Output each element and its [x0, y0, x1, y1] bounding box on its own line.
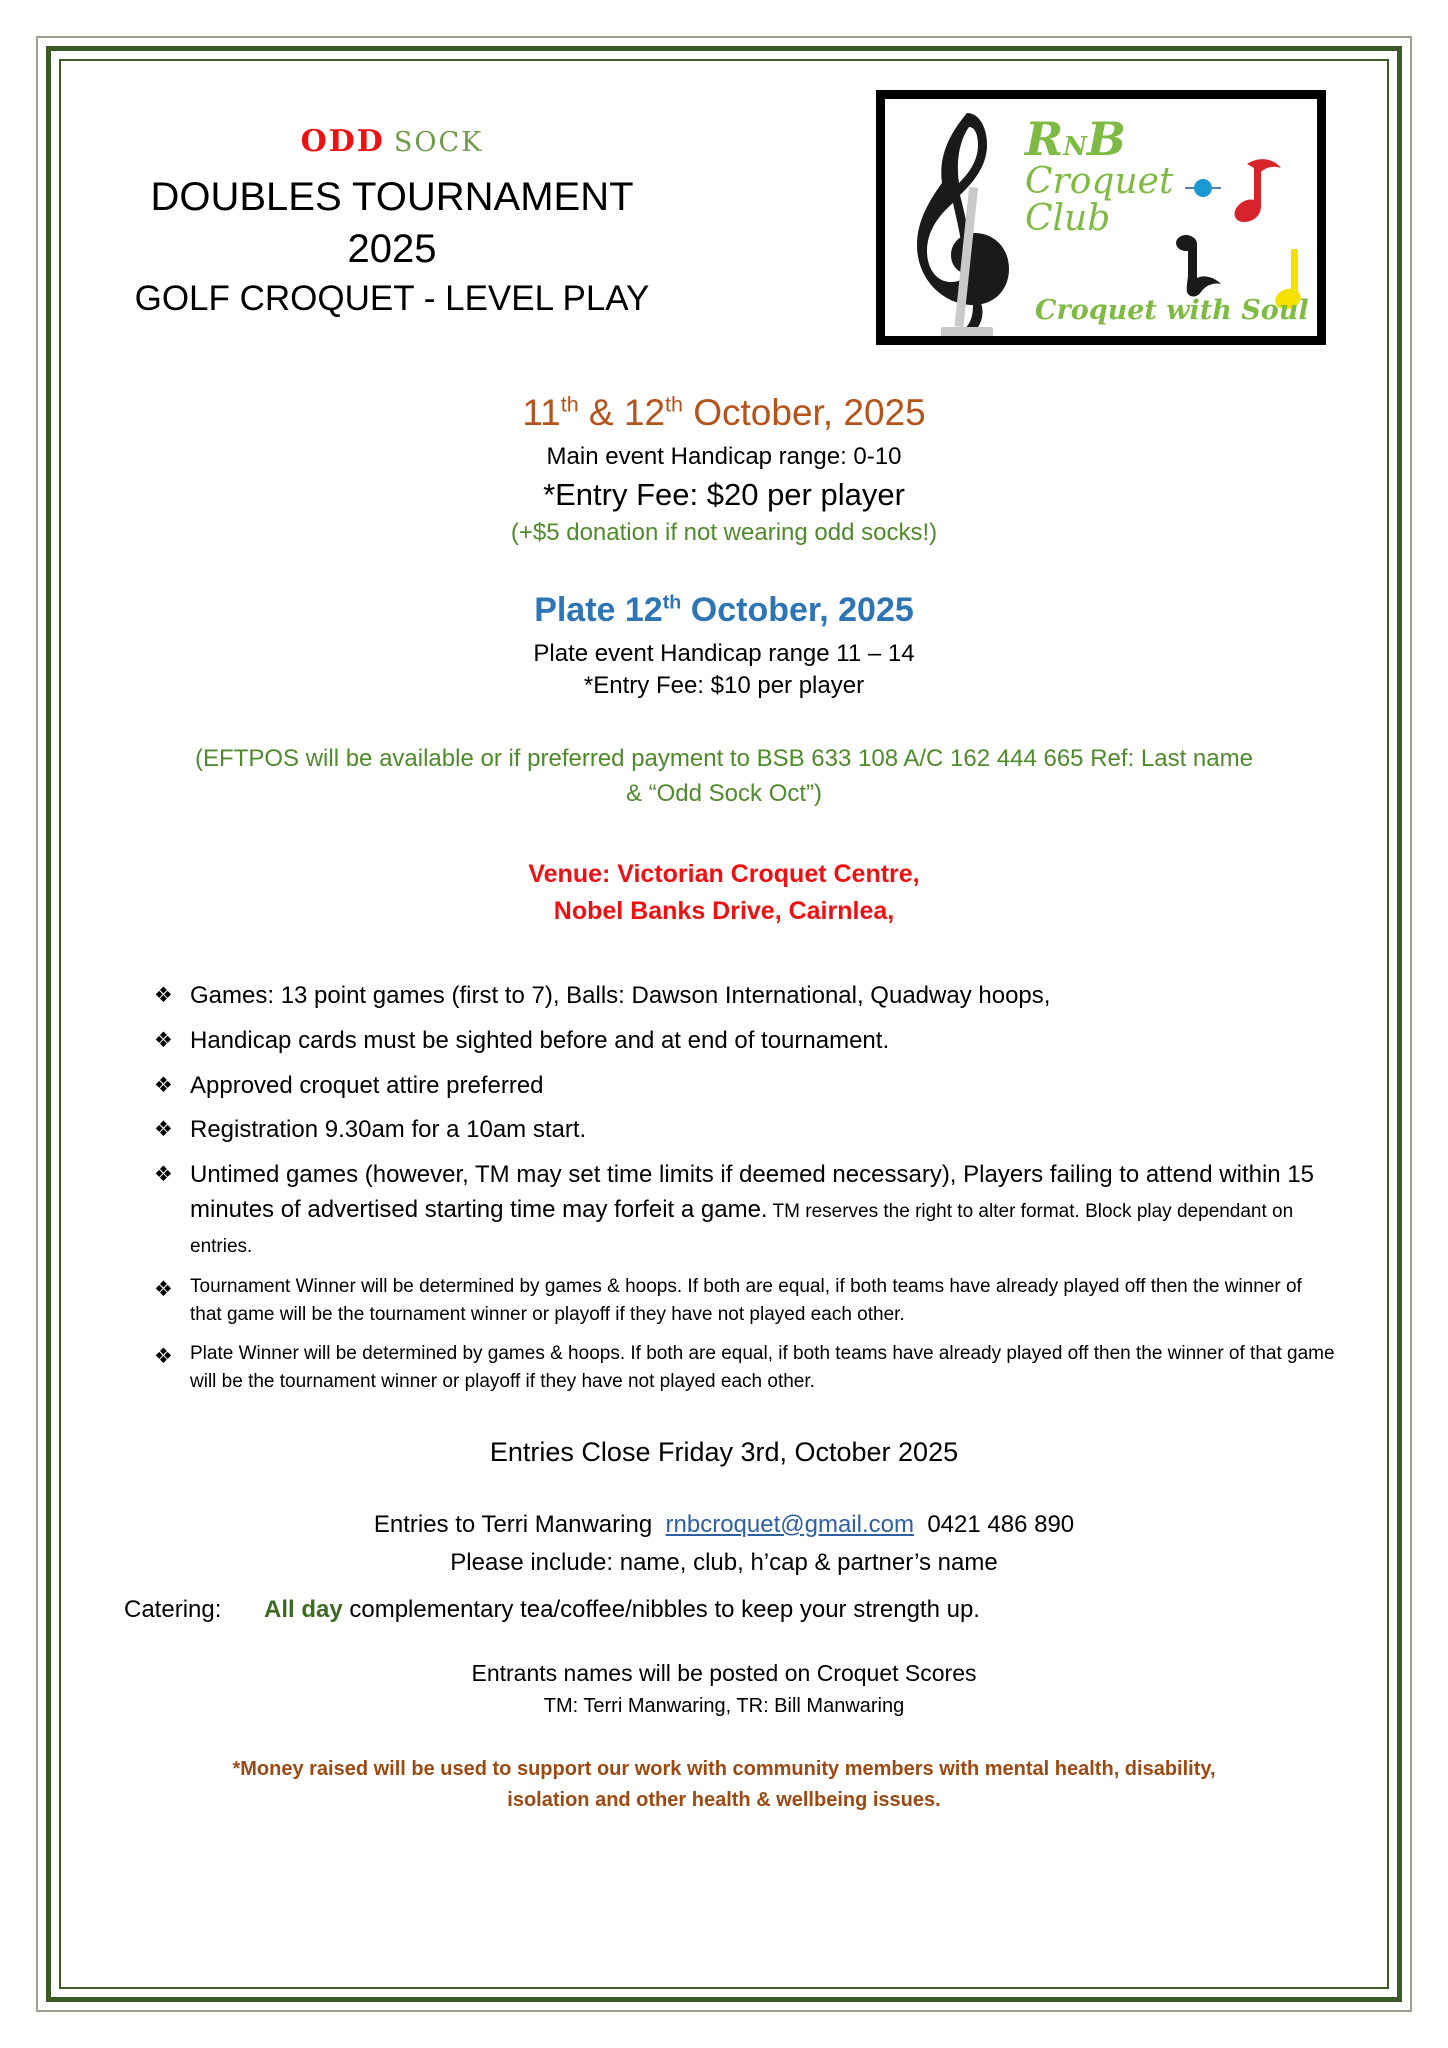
main-event-date [112, 391, 1336, 435]
plate-title-pre: Plate 12 [534, 591, 663, 630]
payment-line-2: & “Odd Sock Oct”) [625, 780, 823, 808]
plate-event-block [112, 591, 1336, 700]
condition-list-item-text: Approved croquet attire preferred [190, 1071, 544, 1099]
condition-list-item [154, 1158, 1336, 1262]
treble-clef-mallet-icon [909, 105, 1021, 336]
results-posting-block [112, 1660, 1336, 1718]
header-title-group [112, 86, 672, 322]
club-initial-r: R [1025, 112, 1064, 166]
entry-requirements-line: Please include: name, club, h’cap & partner’s name [450, 1548, 998, 1576]
main-event-entry-fee: *Entry Fee: $20 per player [543, 477, 905, 513]
condition-list-item-text: Games: 13 point games (first to 7), Balls: Dawson International, Quadway hoops, [190, 981, 1051, 1009]
contact-phone: 0421 486 890 [913, 1510, 1075, 1538]
catering-detail: complementary tea/coffee/nibbles to keep your strength up. [342, 1596, 980, 1624]
main-date-sup2: th [665, 392, 683, 417]
officials-line: TM: Terri Manwaring, TR: Bill Manwaring [543, 1695, 905, 1718]
main-date-joiner: & 12 [578, 392, 666, 433]
condition-text-primary: Untimed games (however, TM may set time limits if deemed necessary), Players failing to attend within 15 minutes of advertised starting time may forfeit a game. [190, 1161, 1315, 1223]
plate-title-sup: th [662, 592, 682, 615]
entries-contact-line [112, 1506, 1336, 1544]
bullet-diamond-icon: ❖ [154, 1073, 173, 1097]
condition-text-secondary: TM reserves the right to alter format. Block play dependant on entries. [190, 1200, 1294, 1257]
main-date-day1: 11 [522, 392, 561, 433]
tournament-conditions-list [112, 979, 1336, 1397]
club-name-text [1025, 112, 1174, 239]
footnote-line-1: *Money raised will be used to support our work with community members with mental health, disability, [232, 1758, 1216, 1781]
bullet-diamond-icon: ❖ [154, 1163, 173, 1187]
page-title-year: 2025 [347, 227, 437, 271]
catering-row [112, 1596, 1336, 1624]
odd-word: ODD [300, 124, 385, 159]
bullet-diamond-icon: ❖ [154, 1277, 173, 1301]
blue-dot-icon [1185, 177, 1221, 199]
condition-list-item [154, 979, 1336, 1014]
venue-line-2: Nobel Banks Drive, Cairnlea, [553, 897, 895, 926]
entries-close-date: Entries Close Friday 3rd, October 2025 [489, 1436, 959, 1467]
condition-list-item [154, 1024, 1336, 1059]
club-initials [1025, 112, 1173, 166]
main-date-sup1: th [560, 392, 579, 417]
club-tagline: Croquet with Soul [1035, 295, 1309, 326]
bullet-diamond-icon: ❖ [154, 1344, 173, 1368]
plate-event-handicap: Plate event Handicap range 11 – 14 [533, 640, 915, 668]
condition-list-item [154, 1069, 1336, 1104]
page-subtitle: GOLF CROQUET - LEVEL PLAY [134, 279, 650, 318]
condition-list-item-text: Registration 9.30am for a 10am start. [190, 1116, 587, 1144]
condition-list-item [154, 1273, 1336, 1330]
odd-sock-donation-note: (+$5 donation if not wearing odd socks!) [510, 519, 938, 547]
bullet-diamond-icon: ❖ [154, 1028, 173, 1052]
club-word-croquet: Croquet [1025, 161, 1174, 203]
condition-list-item-text: Handicap cards must be sighted before and at end of tournament. [190, 1026, 890, 1054]
payment-line-1: (EFTPOS will be available or if preferred payment to BSB 633 108 A/C 162 444 665 Ref: Last name [195, 745, 1253, 773]
footnote-line-2: isolation and other health & wellbeing issues. [507, 1789, 941, 1812]
sock-word: SOCK [393, 127, 484, 158]
condition-list-item [154, 1113, 1336, 1148]
club-initial-b: B [1087, 112, 1126, 166]
fundraising-footnote [112, 1754, 1336, 1816]
club-word-club: Club [1025, 197, 1111, 239]
payment-details [112, 742, 1336, 812]
poster-content [72, 72, 1376, 1976]
eighth-note-red-icon [1233, 154, 1289, 224]
page-title: DOUBLES TOURNAMENT [150, 175, 634, 219]
plate-title-post: October, 2025 [681, 591, 914, 630]
condition-list-item-text [190, 1158, 1336, 1262]
condition-list-item [154, 1340, 1336, 1397]
club-logo [876, 90, 1326, 345]
eighth-note-black-icon [1175, 234, 1231, 300]
main-event-block [112, 391, 1336, 547]
venue-line-1: Venue: Victorian Croquet Centre, [528, 859, 920, 888]
poster-header [112, 86, 1336, 345]
plate-event-entry-fee: *Entry Fee: $10 per player [583, 672, 865, 700]
condition-list-item-text: Plate Winner will be determined by games & hoops. If both are equal, if both teams have already played off then the winner of that game will be the tournament winner or playoff if they have not played each other. [190, 1342, 1335, 1393]
odd-sock-heading [112, 124, 672, 159]
catering-description [264, 1596, 980, 1624]
catering-allday: All day [264, 1596, 343, 1624]
entries-contact-name: Entries to Terri Manwaring [373, 1510, 666, 1538]
entrants-posting-note: Entrants names will be posted on Croquet Scores [471, 1660, 977, 1687]
venue-details [112, 856, 1336, 931]
condition-list-item-text: Tournament Winner will be determined by games & hoops. If both are equal, if both teams have already played off then the winner of that game will be the tournament winner or playoff if they have not played each other. [190, 1275, 1302, 1326]
bullet-diamond-icon: ❖ [154, 983, 173, 1007]
contact-email-link[interactable]: rnbcroquet@gmail.com [665, 1510, 914, 1538]
club-logo-inner [885, 99, 1317, 336]
catering-label: Catering: [124, 1596, 222, 1624]
bullet-diamond-icon: ❖ [154, 1118, 173, 1142]
contact-block [112, 1506, 1336, 1625]
club-initial-n: N [1063, 132, 1087, 162]
main-date-month-year: October, 2025 [682, 392, 926, 433]
plate-event-title [112, 591, 1336, 630]
main-event-handicap: Main event Handicap range: 0-10 [546, 443, 902, 471]
